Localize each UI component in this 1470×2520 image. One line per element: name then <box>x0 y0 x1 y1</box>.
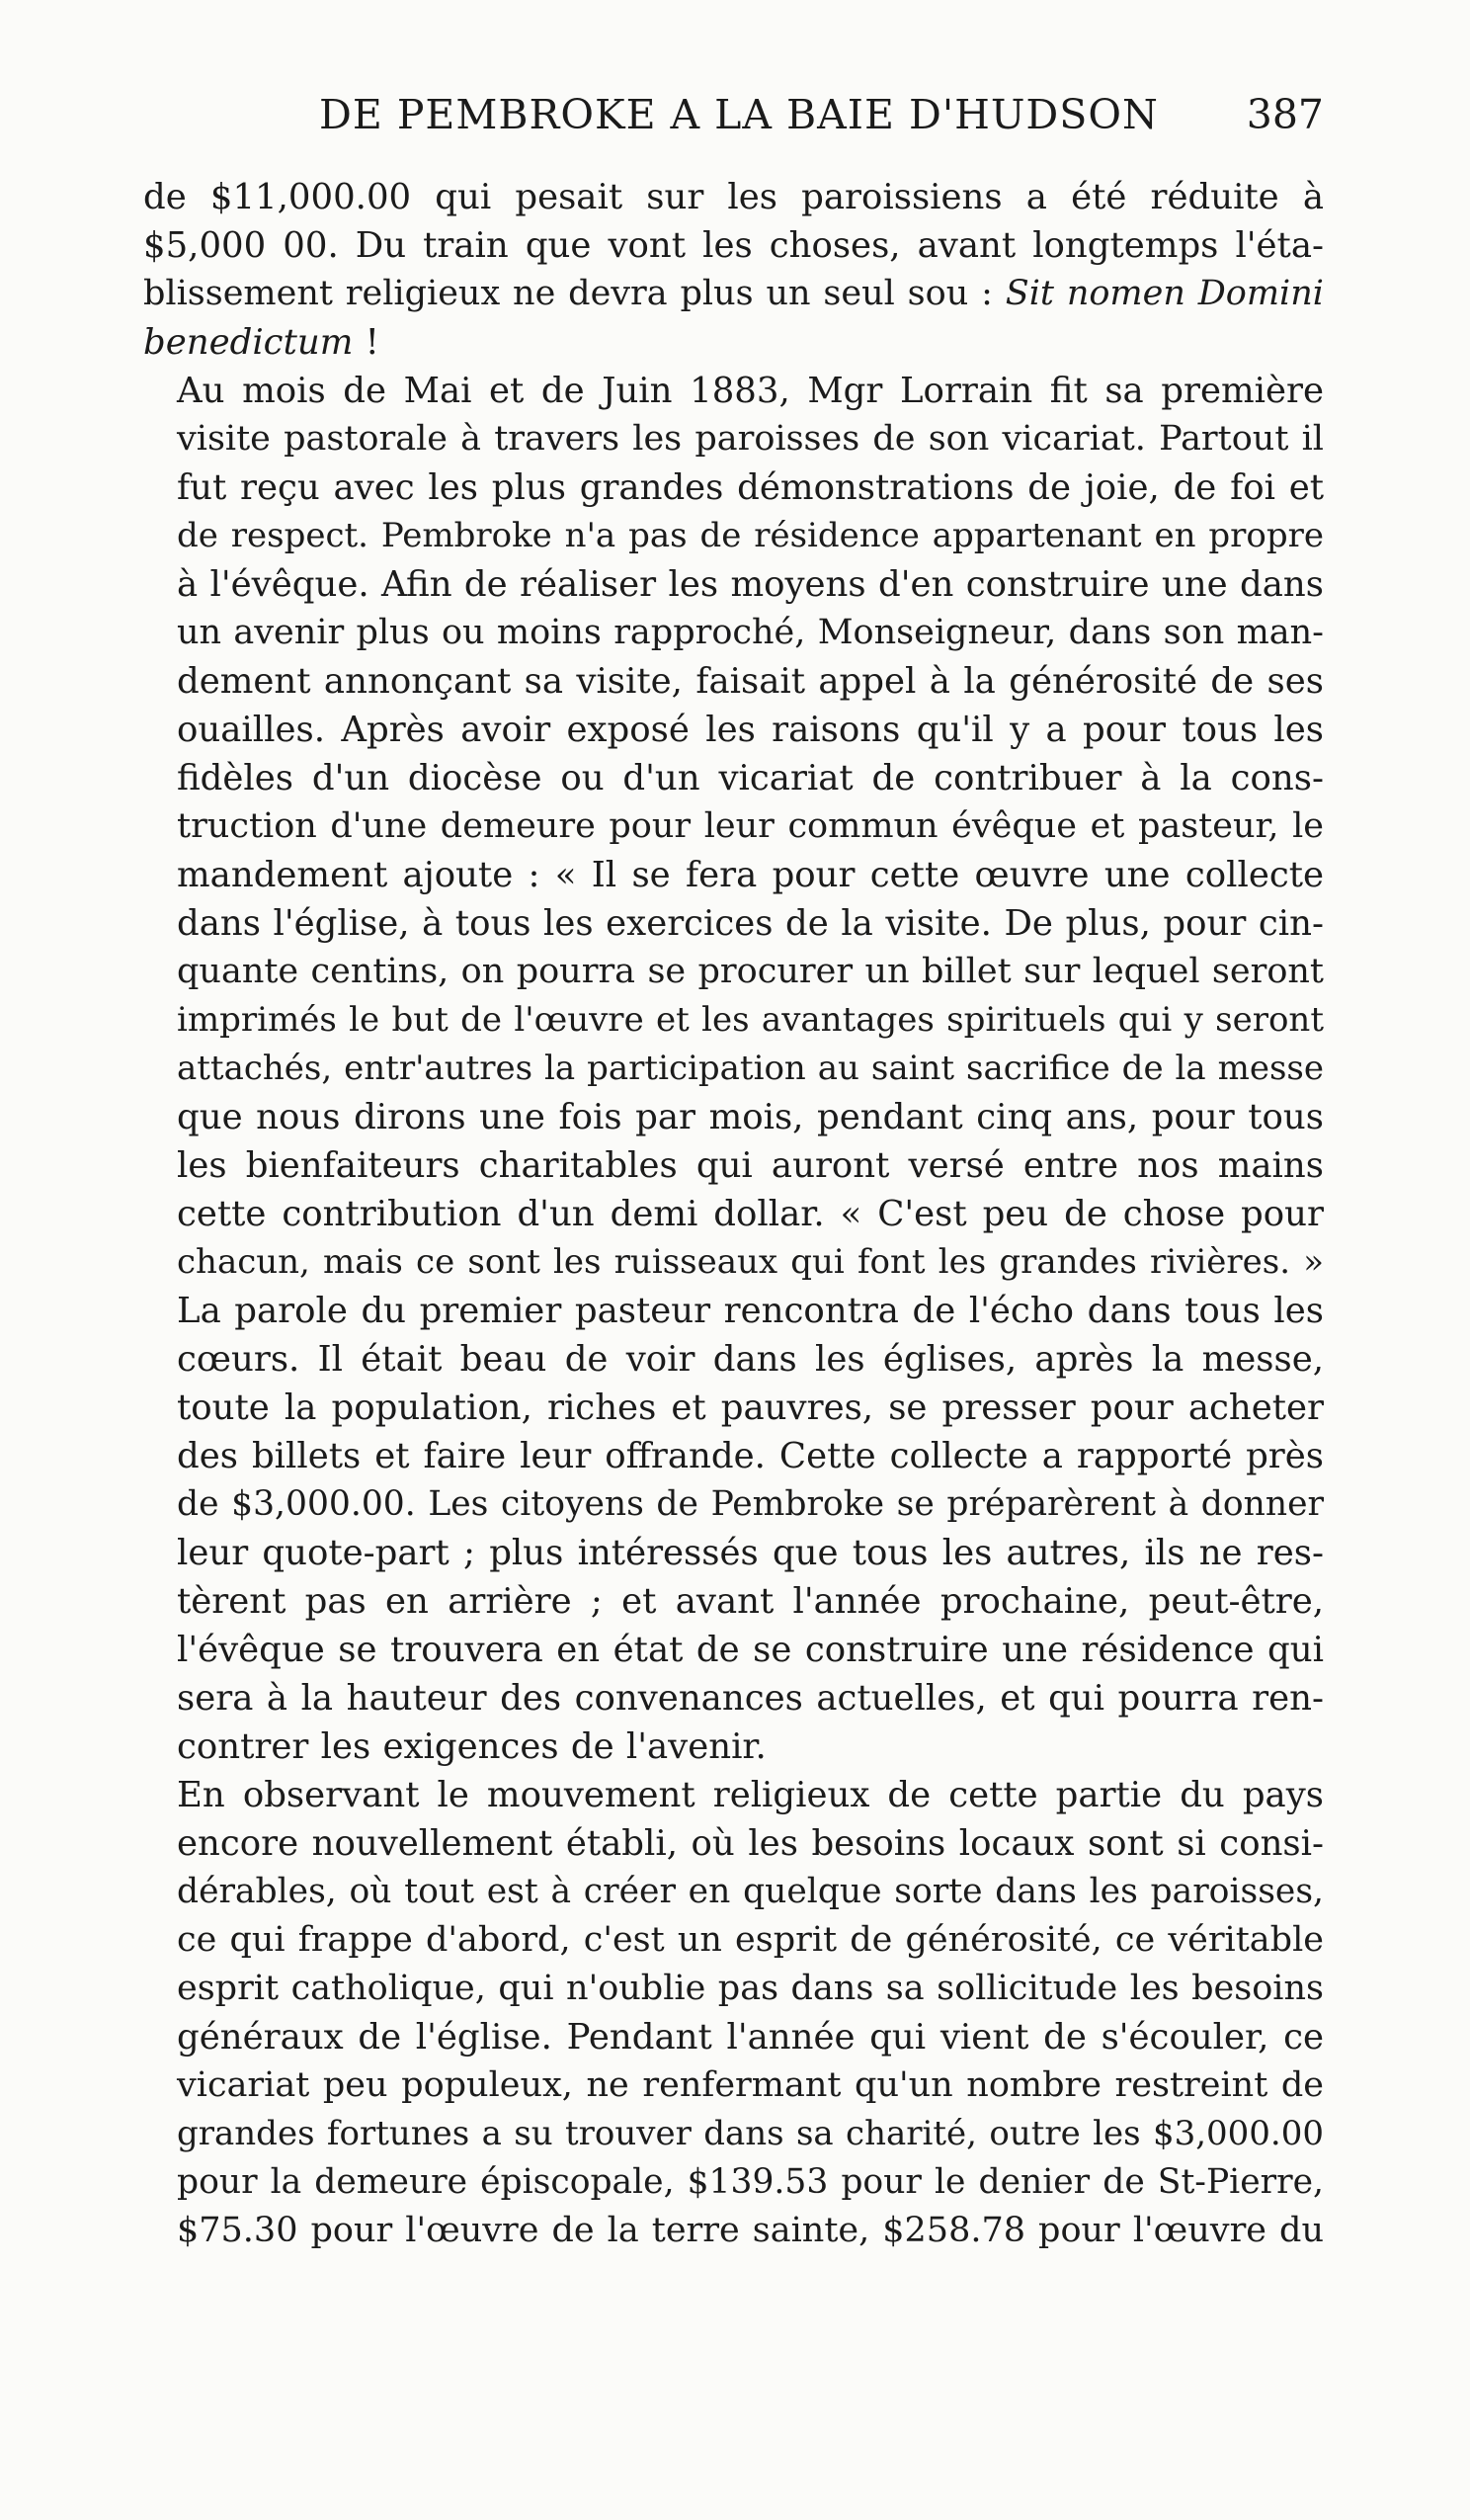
text-line: cœurs. Il était beau de voir dans les églises, après la messe, <box>177 1339 1324 1380</box>
text-line: généraux de l'église. Pendant l'année qui vient de s'écouler, ce <box>177 2017 1324 2058</box>
text-line: cette contribution d'un demi dollar. « C'est peu de chose pour <box>177 1194 1324 1234</box>
text-fragment: blissement religieux ne devra plus un seul sou : <box>143 274 993 313</box>
text-line: sera à la hauteur des convenances actuelles, et qui pourra ren- <box>177 1678 1324 1719</box>
text-line: un avenir plus ou moins rapproché, Monseigneur, dans son man- <box>177 613 1324 652</box>
text-line: à l'évêque. Afin de réaliser les moyens d'en construire une dans <box>177 564 1324 605</box>
text-fragment: ! <box>353 322 379 363</box>
text-line <box>143 270 1324 318</box>
text-line: toute la population, riches et pauvres, se presser pour acheter <box>177 1387 1324 1428</box>
text-line: ce qui frappe d'abord, c'est un esprit de générosité, ce véritable <box>177 1920 1324 1960</box>
text-line: imprimés le but de l'œuvre et les avantages spirituels qui y seront <box>177 1000 1324 1040</box>
text-line: de $11,000.00 qui pesait sur les paroissiens a été réduite à <box>143 177 1324 217</box>
text-line: chacun, mais ce sont les ruisseaux qui font les grandes rivières. » <box>177 1242 1324 1282</box>
text-line: attachés, entr'autres la participation au saint sacrifice de la messe <box>177 1049 1324 1088</box>
text-line: vicariat peu populeux, ne renfermant qu'un nombre restreint de <box>177 2065 1324 2105</box>
text-line: de $3,000.00. Les citoyens de Pembroke se préparèrent à donner <box>177 1484 1324 1524</box>
paragraph-2 <box>143 367 1324 1771</box>
text-line: dans l'église, à tous les exercices de la visite. De plus, pour cin- <box>177 903 1324 944</box>
text-line: ouailles. Après avoir exposé les raisons qu'il y a pour tous les <box>177 710 1324 750</box>
text-line: truction d'une demeure pour leur commun évêque et pasteur, le <box>177 806 1324 846</box>
text-line: La parole du premier pasteur rencontra de l'écho dans tous les <box>177 1291 1324 1331</box>
text-line: tèrent pas en arrière ; et avant l'année prochaine, peut-être, <box>177 1581 1324 1622</box>
latin-phrase: benedictum <box>143 322 354 363</box>
text-line: dement annonçant sa visite, faisait appel à la générosité de ses <box>177 661 1324 702</box>
text-line: leur quote-part ; plus intéressés que tous les autres, ils ne res- <box>177 1533 1324 1573</box>
text-line: Au mois de Mai et de Juin 1883, Mgr Lorrain fit sa première <box>177 371 1324 411</box>
text-line: En observant le mouvement religieux de cette partie du pays <box>177 1775 1324 1815</box>
text-line: $5,000 00. Du train que vont les choses, avant longtemps l'éta- <box>143 225 1324 266</box>
running-title: DE PEMBROKE A LA BAIE D'HUDSON <box>319 91 1159 138</box>
text-line: visite pastorale à travers les paroisses de son vicariat. Partout il <box>177 419 1324 459</box>
body-text <box>143 173 1324 2255</box>
page-number: 387 <box>1246 91 1324 138</box>
text-line: fut reçu avec les plus grandes démonstrations de joie, de foi et <box>177 467 1324 508</box>
text-line: de respect. Pembroke n'a pas de résidence appartenant en propre <box>177 516 1324 555</box>
paragraph-3 <box>143 1771 1324 2255</box>
text-line: dérables, où tout est à créer en quelque sorte dans les paroisses, <box>177 1872 1324 1911</box>
text-line: l'évêque se trouvera en état de se construire une résidence qui <box>177 1630 1324 1670</box>
text-line: fidèles d'un diocèse ou d'un vicariat de contribuer à la cons- <box>177 758 1324 798</box>
text-line: $75.30 pour l'œuvre de la terre sainte, $258.78 pour l'œuvre du <box>177 2211 1324 2250</box>
text-line: quante centins, on pourra se procurer un billet sur lequel seront <box>177 952 1324 991</box>
text-line: que nous dirons une fois par mois, pendant cinq ans, pour tous <box>177 1097 1324 1137</box>
text-line <box>143 318 1324 367</box>
text-line: encore nouvellement établi, où les besoins locaux sont si consi- <box>177 1823 1324 1864</box>
latin-phrase: Sit nomen Domini <box>1005 274 1324 313</box>
text-line: pour la demeure épiscopale, $139.53 pour le denier de St-Pierre, <box>177 2162 1324 2202</box>
text-line: des billets et faire leur offrande. Cette collecte a rapporté près <box>177 1436 1324 1476</box>
text-line: mandement ajoute : « Il se fera pour cette œuvre une collecte <box>177 855 1324 895</box>
text-line: grandes fortunes a su trouver dans sa charité, outre les $3,000.00 <box>177 2114 1324 2153</box>
page-header <box>143 91 1324 146</box>
text-line: esprit catholique, qui n'oublie pas dans sa sollicitude les besoins <box>177 1969 1324 2008</box>
text-line: contrer les exigences de l'avenir. <box>177 1726 767 1767</box>
text-line: les bienfaiteurs charitables qui auront versé entre nos mains <box>177 1145 1324 1186</box>
paragraph-1 <box>143 173 1324 367</box>
